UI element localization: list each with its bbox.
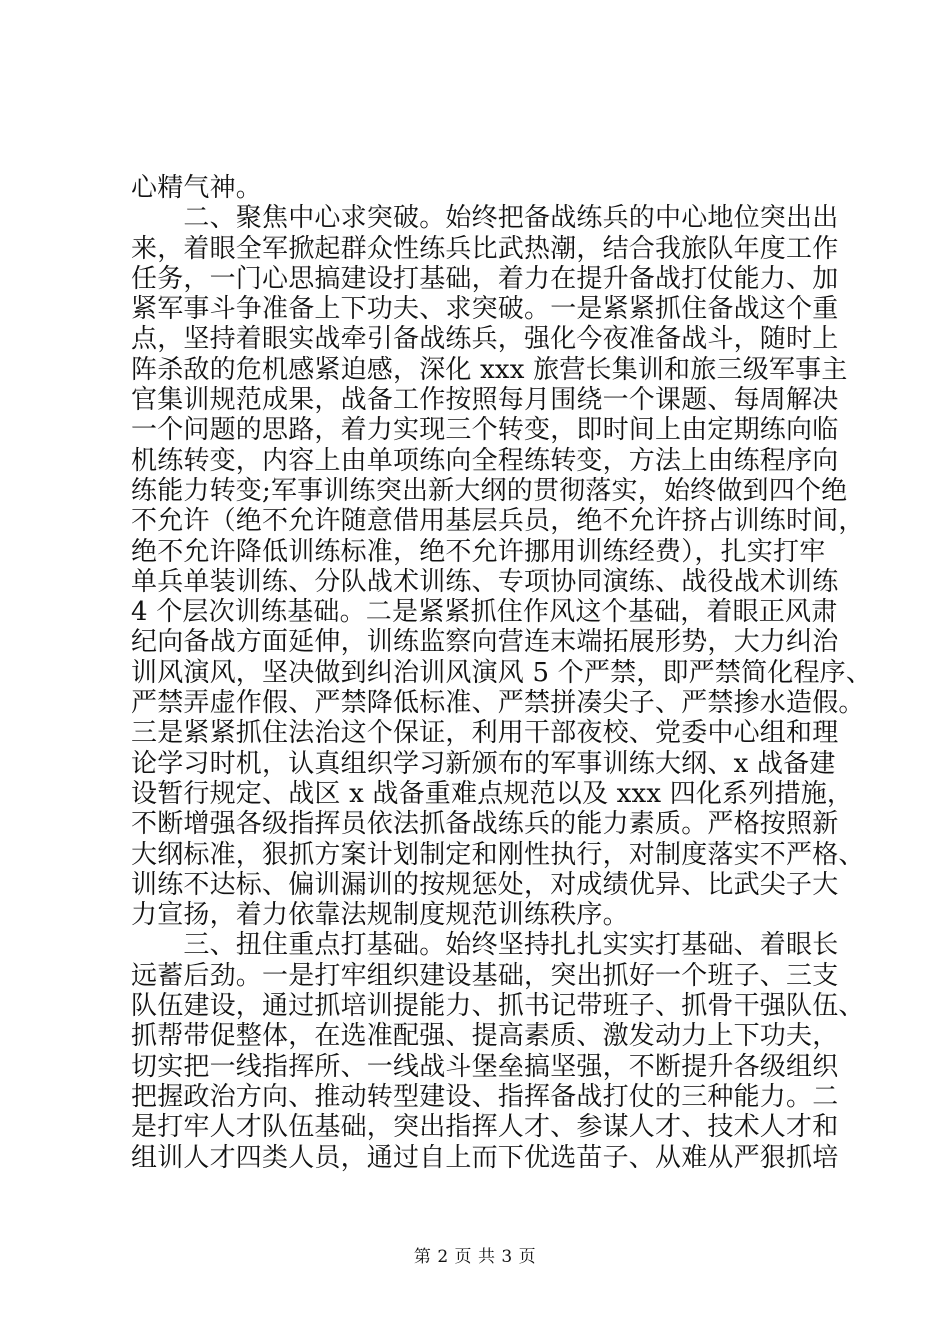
text-line: 紧军事斗争准备上下功夫、求突破。一是紧紧抓住备战这个重 — [131, 294, 839, 325]
text-line: 纪向备战方面延伸，训练监察向营连末端拓展形势，大力纠治 — [131, 627, 839, 658]
text-line: 队伍建设，通过抓培训提能力、抓书记带班子、抓骨干强队伍、 — [131, 991, 865, 1022]
text-line: 一个问题的思路，着力实现三个转变，即时间上由定期练向临 — [131, 415, 839, 446]
page-footer: 第 2 页 共 3 页 — [413, 1247, 537, 1267]
text-line: 训练不达标、偏训漏训的按规惩处，对成绩优异、比武尖子大 — [131, 869, 839, 900]
text-line: 严禁弄虚作假、严禁降低标准、严禁拼凑尖子、严禁掺水造假。 — [131, 688, 865, 719]
text-line: 力宣扬，着力依靠法规制度规范训练秩序。 — [131, 900, 629, 931]
text-line: 单兵单装训练、分队战术训练、专项协同演练、战役战术训练 — [131, 566, 839, 597]
text-line: 远蓄后劲。一是打牢组织建设基础，突出抓好一个班子、三支 — [131, 960, 839, 991]
text-line: 是打牢人才队伍基础，突出指挥人才、参谋人才、技术人才和 — [131, 1112, 839, 1143]
text-line: 训风演风，坚决做到纠治训风演风 5 个严禁，即严禁简化程序、 — [131, 657, 873, 688]
text-line: 任务，一门心思搞建设打基础，着力在提升备战打仗能力、加 — [131, 263, 839, 294]
text-line: 切实把一线指挥所、一线战斗堡垒搞坚强，不断提升各级组织 — [131, 1051, 839, 1082]
text-line: 4 个层次训练基础。二是紧紧抓住作风这个基础，着眼正风肃 — [131, 597, 838, 628]
text-line: 心精气神。 — [131, 173, 263, 203]
text-line: 三、扭住重点打基础。始终坚持扎扎实实打基础、着眼长 — [131, 930, 839, 961]
text-line: 不断增强各级指挥员依法抓备战练兵的能力素质。严格按照新 — [131, 809, 839, 840]
text-line: 机练转变，内容上由单项练向全程练转变，方法上由练程序向 — [131, 445, 839, 476]
text-line: 练能力转变;军事训练突出新大纲的贯彻落实，始终做到四个绝 — [131, 475, 848, 506]
document-body — [131, 173, 873, 1173]
text-line: 绝不允许降低训练标准，绝不允许挪用训练经费），扎实打牢 — [131, 536, 826, 567]
text-line: 不允许（绝不允许随意借用基层兵员，绝不允许挤占训练时间， — [131, 506, 865, 537]
text-line: 抓帮带促整体，在选准配强、提高素质、激发动力上下功夫， — [131, 1021, 839, 1052]
text-line: 组训人才四类人员，通过自上而下优选苗子、从难从严狠抓培 — [131, 1142, 839, 1173]
text-line: 阵杀敌的危机感紧迫感，深化 xxx 旅营长集训和旅三级军事主 — [131, 354, 848, 385]
text-line: 点，坚持着眼实战牵引备战练兵，强化今夜准备战斗，随时上 — [131, 324, 839, 355]
text-line: 设暂行规定、战区 x 战备重难点规范以及 xxx 四化系列措施， — [131, 778, 854, 809]
text-line: 论学习时机，认真组织学习新颁布的军事训练大纲、x 战备建 — [131, 748, 836, 779]
text-line: 三是紧紧抓住法治这个保证，利用干部夜校、党委中心组和理 — [131, 718, 839, 749]
text-line: 大纲标准，狠抓方案计划制定和刚性执行，对制度落实不严格、 — [131, 839, 865, 870]
text-line: 把握政治方向、推动转型建设、指挥备战打仗的三种能力。二 — [131, 1081, 839, 1112]
text-line: 来，着眼全军掀起群众性练兵比武热潮，结合我旅队年度工作 — [131, 233, 839, 264]
text-line: 官集训规范成果，战备工作按照每月围绕一个课题、每周解决 — [131, 385, 839, 416]
text-line: 二、聚焦中心求突破。始终把备战练兵的中心地位突出出 — [131, 203, 839, 234]
